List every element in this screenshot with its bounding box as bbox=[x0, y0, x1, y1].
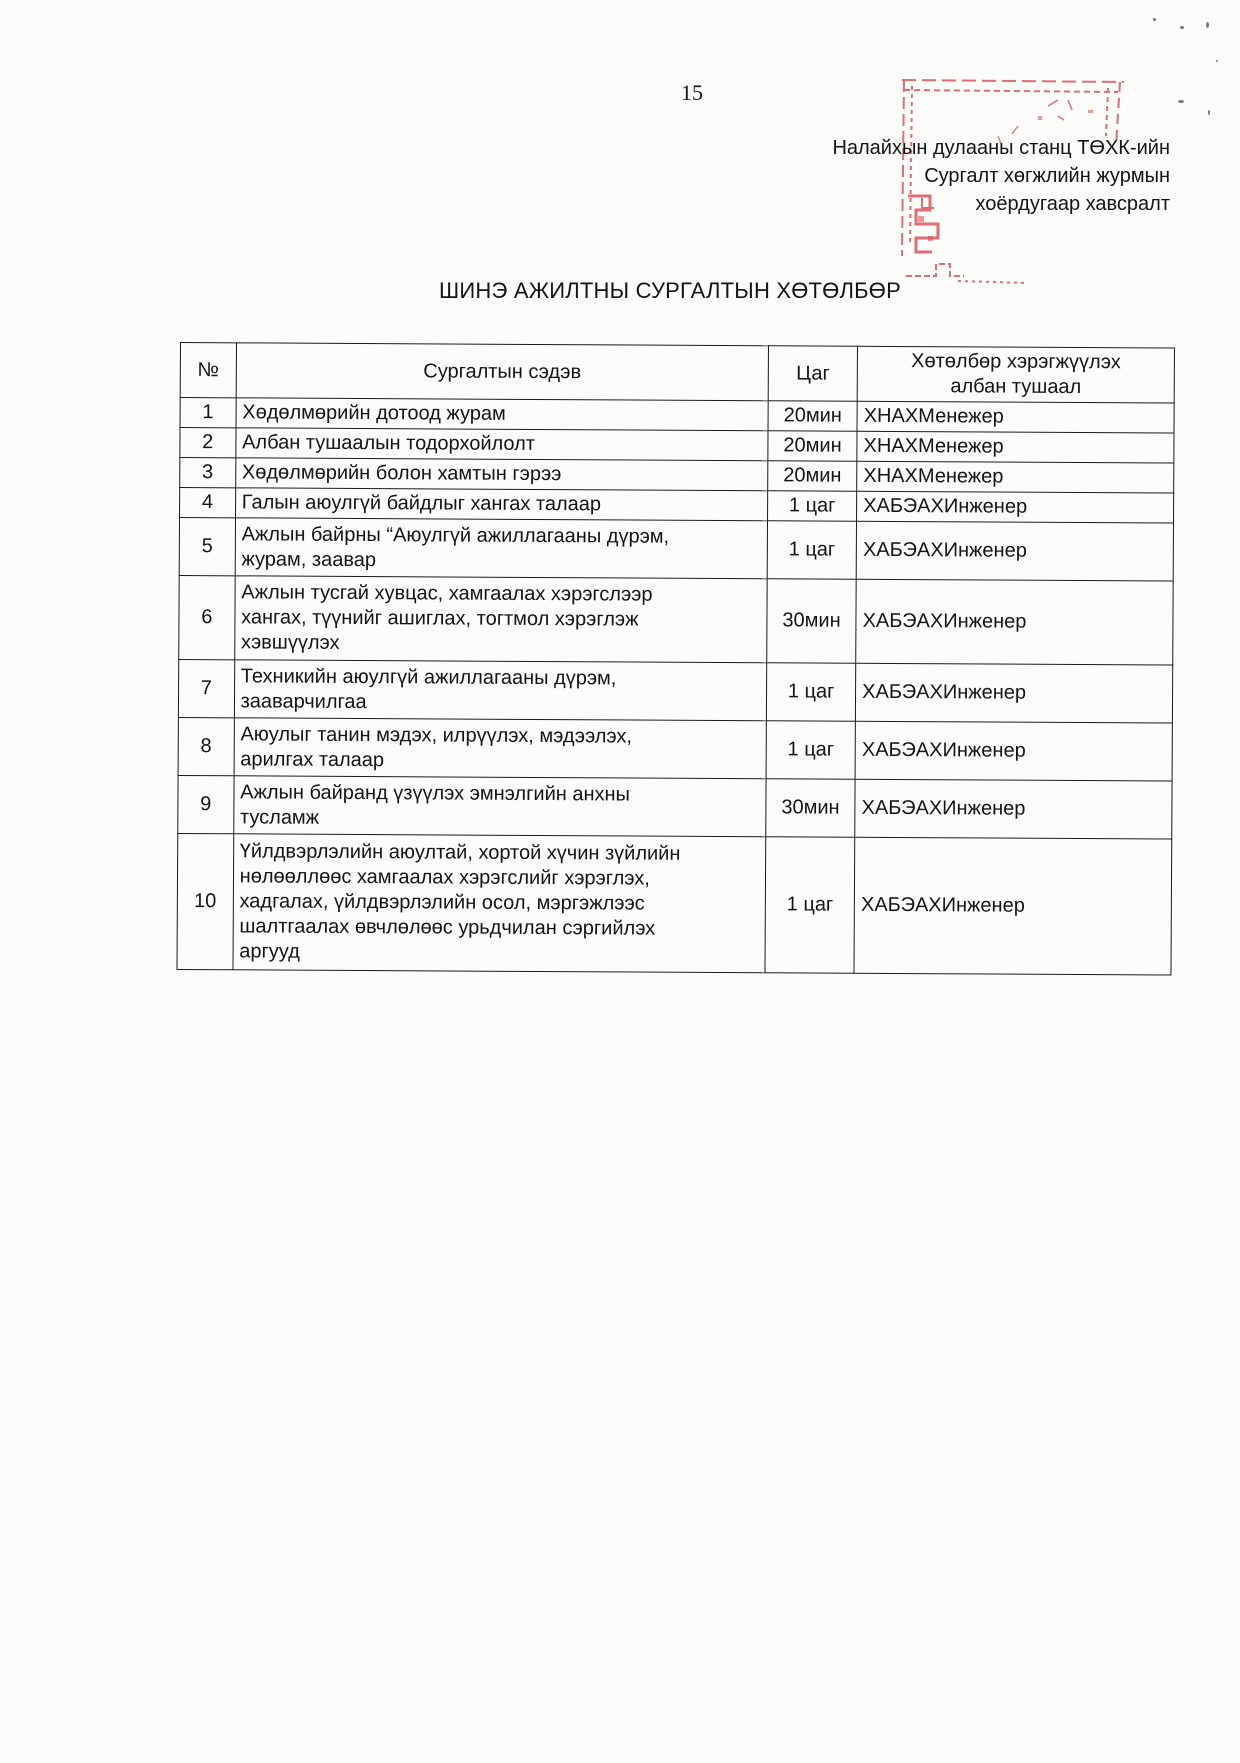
appendix-line-1: Налайхын дулааны станц ТӨХК-ийн bbox=[832, 137, 1170, 159]
row-topic bbox=[234, 576, 767, 663]
header-topic: Сургалтын сэдэв bbox=[236, 343, 769, 401]
row-responsible: ХНАХМенежер bbox=[857, 431, 1174, 463]
row-duration: 1 цаг bbox=[765, 837, 855, 973]
header-responsible-line-2: албан тушаал bbox=[950, 375, 1082, 399]
row-number: 10 bbox=[177, 833, 233, 969]
topic-line: Үйлдвэрлэлийн аюултай, хортой хүчин зүйлийн bbox=[239, 840, 681, 865]
row-duration: 1 цаг bbox=[766, 663, 855, 721]
table-row bbox=[178, 775, 1172, 839]
topic-line: Ажлын байранд үзүүлэх эмнэлгийн анхны bbox=[240, 780, 631, 806]
row-responsible: ХАБЭАХИнженер bbox=[857, 491, 1174, 523]
row-duration: 30мин bbox=[767, 579, 857, 663]
topic-line: Хөдөлмөрийн болон хамтын гэрээ bbox=[241, 461, 562, 486]
scan-speck bbox=[1178, 100, 1184, 103]
topic-line: журам, заавар bbox=[241, 547, 377, 571]
scan-speck bbox=[1153, 18, 1156, 21]
row-responsible: ХАБЭАХИнженер bbox=[855, 721, 1172, 781]
row-number: 5 bbox=[179, 518, 235, 576]
row-number: 4 bbox=[180, 488, 236, 518]
topic-line: Галын аюулгүй байдлыг хангах талаар bbox=[241, 491, 602, 516]
row-responsible: ХАБЭАХИнженер bbox=[856, 579, 1173, 665]
topic-line: Ажлын байрны “Аюулгүй ажиллагааны дүрэм, bbox=[241, 522, 670, 548]
row-responsible: ХНАХМенежер bbox=[857, 461, 1174, 493]
row-topic bbox=[235, 518, 768, 579]
scan-speck bbox=[1208, 110, 1210, 115]
topic-line: Албан тушаалын тодорхойлолт bbox=[242, 431, 536, 455]
row-number: 3 bbox=[180, 458, 236, 488]
row-topic bbox=[234, 718, 767, 779]
table-row bbox=[179, 518, 1173, 582]
table-row bbox=[179, 575, 1173, 665]
header-number: № bbox=[180, 343, 236, 398]
row-responsible: ХАБЭАХИнженер bbox=[856, 663, 1173, 723]
row-topic bbox=[233, 834, 766, 973]
row-duration: 20мин bbox=[768, 431, 857, 461]
row-responsible: ХАБЭАХИнженер bbox=[855, 779, 1172, 839]
table-body bbox=[177, 398, 1174, 976]
row-duration: 1 цаг bbox=[767, 521, 856, 579]
row-topic bbox=[236, 428, 769, 461]
row-topic bbox=[233, 776, 766, 837]
row-number: 7 bbox=[178, 659, 234, 717]
row-number: 8 bbox=[178, 717, 234, 775]
row-number: 9 bbox=[178, 775, 234, 833]
topic-line: нөлөөллөөс хамгаалах хэрэгслийг хэрэглэх, bbox=[239, 865, 650, 890]
document-title: ШИНЭ АЖИЛТНЫ СУРГАЛТЫН ХӨТӨЛБӨР bbox=[439, 278, 901, 303]
row-duration: 20мин bbox=[768, 461, 857, 491]
topic-line: арилгах талаар bbox=[240, 747, 385, 771]
topic-line: хэвшүүлэх bbox=[240, 631, 340, 654]
row-topic bbox=[236, 398, 769, 431]
row-number: 1 bbox=[180, 398, 236, 428]
row-topic bbox=[234, 660, 767, 721]
header-responsible-line-1: Хөтөлбөр хэрэгжүүлэх bbox=[911, 350, 1121, 374]
scan-speck bbox=[1206, 22, 1209, 28]
row-topic bbox=[235, 488, 768, 521]
row-number: 2 bbox=[180, 428, 236, 458]
topic-line: Техникийн аюулгүй ажиллагааны дүрэм, bbox=[240, 664, 617, 689]
topic-line: шалтгаалах өвчлөлөөс урьдчилан сэргийлэх bbox=[239, 915, 656, 940]
topic-line: аргууд bbox=[239, 940, 300, 963]
table-header-row bbox=[180, 343, 1174, 404]
row-responsible: ХНАХМенежер bbox=[857, 401, 1174, 433]
page-number: 15 bbox=[681, 80, 703, 105]
row-number: 6 bbox=[179, 575, 235, 659]
table-row bbox=[177, 833, 1172, 975]
topic-line: зааварчилгаа bbox=[240, 689, 367, 713]
scan-speck bbox=[1216, 60, 1218, 62]
scan-speck bbox=[1180, 26, 1184, 29]
header-duration: Цаг bbox=[768, 346, 857, 401]
table-row bbox=[178, 717, 1172, 781]
topic-line: хадгалах, үйлдвэрлэлийн осол, мэргэжлээс bbox=[239, 890, 645, 915]
row-duration: 20мин bbox=[768, 401, 857, 431]
training-plan-table bbox=[176, 342, 1174, 976]
topic-line: хангах, түүнийг ашиглах, тогтмол хэрэглэж bbox=[241, 606, 639, 631]
appendix-reference bbox=[750, 134, 1170, 218]
topic-line: Аюулыг танин мэдэх, илрүүлэх, мэдээлэх, bbox=[240, 722, 633, 748]
topic-line: Ажлын тусгай хувцас, хамгаалах хэрэгслээр bbox=[241, 581, 653, 606]
appendix-line-3: хоёрдугаар хавсралт bbox=[975, 193, 1170, 215]
appendix-line-2: Сургалт хөгжлийн журмын bbox=[924, 165, 1170, 187]
row-topic bbox=[235, 458, 768, 491]
header-responsible bbox=[857, 346, 1174, 403]
table-row bbox=[178, 659, 1172, 723]
row-responsible: ХАБЭАХИнженер bbox=[856, 521, 1173, 581]
row-duration: 30мин bbox=[766, 779, 855, 837]
topic-line: Хөдөлмөрийн дотоод журам bbox=[242, 401, 506, 425]
row-duration: 1 цаг bbox=[766, 721, 855, 779]
row-duration: 1 цаг bbox=[768, 491, 857, 521]
row-responsible: ХАБЭАХИнженер bbox=[854, 837, 1172, 975]
topic-line: тусламж bbox=[239, 805, 320, 829]
